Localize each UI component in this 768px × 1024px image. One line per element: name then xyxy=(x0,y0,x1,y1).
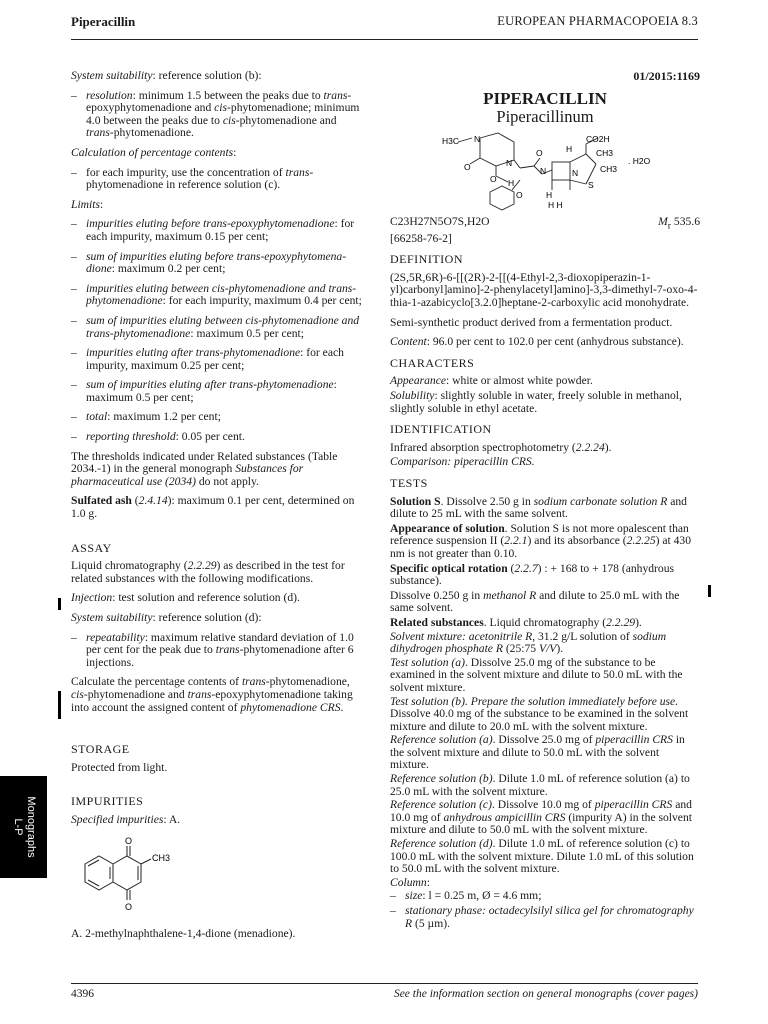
limit-item: – total: maximum 1.2 per cent; xyxy=(71,411,367,424)
calculation-assay: Calculate the percentage contents of trans-phytomenadione, cis-phytomenadione and trans-epoxyphytomenadione taking into account the assigned content of phytomenadione CRS. xyxy=(71,675,353,714)
related-substances: Related substances. Liquid chromatography (2.2.29). xyxy=(390,615,642,629)
limit-item: – sum of impurities eluting between cis-phytomenadione and trans-phytomenadione: maximum 0.5 per cent; xyxy=(71,315,367,340)
assay-heading: ASSAY xyxy=(71,540,112,555)
system-suitability-d: System suitability: reference solution (d): xyxy=(71,611,262,624)
rotation-dissolve: Dissolve 0.250 g in methanol R and dilute to 25.0 mL with the same solvent. xyxy=(390,588,680,615)
ch3-label: CH3 xyxy=(596,147,614,158)
n-label: N xyxy=(540,165,547,176)
o-label: O xyxy=(464,161,471,172)
change-bar xyxy=(58,598,61,610)
running-header-title: Piperacillin xyxy=(71,14,136,29)
latin-name: Piperacillinum xyxy=(496,107,594,127)
system-suitability-b: System suitability: reference solution (b): xyxy=(71,69,262,82)
test-solution-a: Test solution (a). Dissolve 25.0 mg of the substance to be examined in the solvent mixture and dilute to 50.0 mL with the solvent mixture. xyxy=(390,655,683,694)
menadione-structure xyxy=(71,834,181,924)
repeatability-item: – repeatability: maximum relative standard deviation of 1.0 per cent for the peak due to trans-phytomenadione after 6 injections. xyxy=(71,632,367,670)
sulfated-ash: Sulfated ash (2.4.14): maximum 0.1 per cent, determined on 1.0 g. xyxy=(71,494,355,521)
limit-item: – sum of impurities eluting before trans-epoxyphytomena-dione: maximum 0.2 per cent; xyxy=(71,251,367,276)
limit-item: – reporting threshold: 0.05 per cent. xyxy=(71,431,367,444)
column-label: Column: xyxy=(390,875,430,889)
content: Content: 96.0 per cent to 102.0 per cent (anhydrous substance). xyxy=(390,335,684,349)
n-label: N xyxy=(572,167,579,178)
reference-solution-a: Reference solution (a). Dissolve 25.0 mg of piperacillin CRS in the solvent mixture and dilute to 50.0 mL with the solvent mixture. xyxy=(390,733,685,772)
carbonyl-o-top: O xyxy=(125,835,133,846)
storage-heading: STORAGE xyxy=(71,742,130,757)
running-header-publication: EUROPEAN PHARMACOPOEIA 8.3 xyxy=(497,14,698,28)
methyl-label: CH3 xyxy=(152,852,171,863)
change-bar xyxy=(58,691,61,719)
header-rule xyxy=(71,39,698,40)
h-label: H xyxy=(566,143,573,154)
n-label: N xyxy=(474,133,481,144)
section-tab xyxy=(0,776,47,878)
h-label: H xyxy=(546,189,553,200)
appearance: Appearance: white or almost white powder. xyxy=(390,374,593,388)
injection: Injection: test solution and reference solution (d). xyxy=(71,591,300,605)
test-solution-b: Test solution (b). Prepare the solution immediately before use. Dissolve 40.0 mg of the substance to be examined in the solvent mixture and dilute to 20.0 mL with the solvent mixture. xyxy=(390,694,689,733)
comparison: Comparison: piperacillin CRS. xyxy=(390,455,535,469)
limit-item: – impurities eluting between cis-phytomenadione and trans-phytomenadione: for each impurity, maximum 0.4 per cent; xyxy=(71,283,367,308)
ch3-label: CH3 xyxy=(600,163,618,174)
limits-label: Limits: xyxy=(71,197,104,211)
n-label: N xyxy=(506,157,513,168)
footer-rule xyxy=(71,983,698,984)
impurity-a: A. 2-methylnaphthalene-1,4-dione (menadione). xyxy=(71,926,296,940)
stationary-phase: – stationary phase: octadecylsilyl silica gel for chromatography R (5 µm). xyxy=(390,905,700,930)
h3c-label: H3C xyxy=(442,135,460,146)
change-bar xyxy=(708,585,711,597)
hydrate-label: . H2O xyxy=(628,155,651,166)
formula-row xyxy=(390,216,700,233)
s-label: S xyxy=(588,179,594,190)
resolution-item: – resolution: minimum 1.5 between the peaks due to trans-epoxyphytomenadione and cis-phytomenadione; minimum 4.0 between the peaks due to cis-phytomenadione and trans-phytomenadione. xyxy=(71,90,367,140)
molecular-formula: C23H27N5O7S,H2O xyxy=(390,214,490,228)
storage-text: Protected from light. xyxy=(71,760,168,774)
hh-label: H H xyxy=(548,199,563,210)
monograph-title: PIPERACILLIN xyxy=(483,88,607,108)
monograph-id: 01/2015:1169 xyxy=(633,69,700,83)
characters-heading: CHARACTERS xyxy=(390,355,475,370)
reference-solution-b: Reference solution (b). Dilute 1.0 mL of reference solution (a) to 25.0 mL with the solvent mixture. xyxy=(390,772,690,798)
calculation-label: Calculation of percentage contents: xyxy=(71,145,237,159)
thresholds-note: The thresholds indicated under Related substances (Table 2034.-1) in the general monograph Substances for pharmaceutical use (2034) do not apply. xyxy=(71,449,338,488)
carbonyl-o-bottom: O xyxy=(125,901,133,912)
definition-heading: DEFINITION xyxy=(390,252,463,267)
ir-method: Infrared absorption spectrophotometry (2.2.24). xyxy=(390,440,612,454)
cas-number: [66258-76-2] xyxy=(390,231,452,245)
reference-solution-c: Reference solution (c). Dissolve 10.0 mg of piperacillin CRS and 10.0 mg of anhydrous ampicillin CRS (impurity A) in the solvent mixture and dilute to 50.0 mL with the solvent mixture. xyxy=(390,798,692,837)
limit-item: – impurities eluting after trans-phytomenadione: for each impurity, maximum 0.25 per cent; xyxy=(71,347,367,372)
limit-item: – impurities eluting before trans-epoxyphytomenadione: for each impurity, maximum 0.15 per cent; xyxy=(71,218,367,243)
solution-s: Solution S. Dissolve 2.50 g in sodium carbonate solution R and dilute to 25 mL with the same solvent. xyxy=(390,494,687,521)
right-column xyxy=(390,70,700,932)
section-tab-label: Monographs L-P xyxy=(11,796,37,858)
solubility: Solubility: slightly soluble in water, freely soluble in methanol, slightly soluble in ethyl acetate. xyxy=(390,389,682,415)
specified-impurities: Specified impurities: A. xyxy=(71,812,181,826)
solvent-mixture: Solvent mixture: acetonitrile R, 31.2 g/L solution of sodium dihydrogen phosphate R (25:75 V/V). xyxy=(390,629,667,656)
appearance-of-solution: Appearance of solution. Solution S is not more opalescent than reference suspension II (2.2.1) and its absorbance (2.2.25) at 430 nm is not greater than 0.10. xyxy=(390,521,692,560)
co2h-label: CO2H xyxy=(586,133,610,144)
identification-heading: IDENTIFICATION xyxy=(390,422,492,437)
definition-origin: Semi-synthetic product derived from a fermentation product. xyxy=(390,315,673,329)
specific-optical-rotation: Specific optical rotation (2.2.7) : + 168 to + 178 (anhydrous substance). xyxy=(390,561,675,588)
definition-text: (2S,5R,6R)-6-[[(2R)-2-[[(4-Ethyl-2,3-dioxopiperazin-1-yl)carbonyl]amino]-2-phenylacetyl]amino]-3,3-dimethyl-7-oxo-4-thia-1-azabicyclo[3.2.0]heptane-2-carboxylic acid monohydrate. xyxy=(390,270,698,310)
o-label: O xyxy=(536,147,543,158)
page-number: 4396 xyxy=(71,988,94,1000)
limit-item: – sum of impurities eluting after trans-phytomenadione: maximum 0.5 per cent; xyxy=(71,379,367,404)
tests-heading: TESTS xyxy=(390,476,428,490)
o-label: O xyxy=(516,189,523,200)
o-label: O xyxy=(490,173,497,184)
impurities-heading: IMPURITIES xyxy=(71,794,144,809)
piperacillin-structure xyxy=(390,130,700,212)
column-size: – size: l = 0.25 m, Ø = 4.6 mm; xyxy=(390,890,700,903)
h-label: H xyxy=(508,177,515,188)
calculation-item: – for each impurity, use the concentration of trans-phytomenadione in reference solution (c). xyxy=(71,167,367,192)
footer-note: See the information section on general monographs (cover pages) xyxy=(393,988,698,1000)
reference-solution-d: Reference solution (d). Dilute 1.0 mL of reference solution (c) to 100.0 mL with the solvent mixture. Dilute 1.0 mL of this solution to 50.0 mL with the solvent mixture. xyxy=(390,837,694,876)
left-column xyxy=(71,70,367,947)
relative-mass: $M_r$ 535.6 xyxy=(658,214,700,232)
assay-text: Liquid chromatography (2.2.29) as described in the test for related substances with the following modifications. xyxy=(71,559,345,585)
